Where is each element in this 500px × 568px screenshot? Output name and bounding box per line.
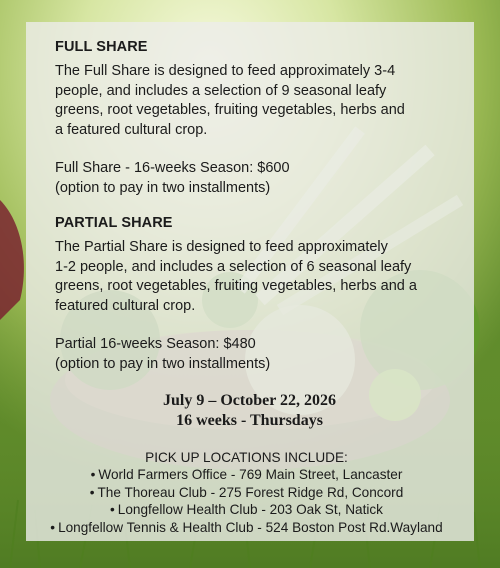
full-share-heading: FULL SHARE [55,39,148,55]
full-share-price: Full Share - 16-weeks Season: $600 [55,160,290,176]
season-dates: July 9 – October 22, 2026 [162,392,337,409]
full-share-description: The Full Share is designed to feed approximately 3-4 people, and includes a selection of 9 seasonal leafy greens, root vegetables, fruiting vegetables, herbs and a featured cultural crop. [55,63,405,138]
partial-share-price: Partial 16-weeks Season: $480 [55,336,256,352]
season-schedule: 16 weeks - Thursdays [176,412,323,429]
pickup-location-item [46,466,447,483]
bullet-icon: • [90,467,96,483]
partial-share-description: The Partial Share is designed to feed approximately 1-2 people, and includes a selection of 6 seasonal leafy greens, root vegetables, fruiting vegetables, herbs and a featured cultural crop. [55,239,417,314]
pickup-location-item [46,519,447,536]
pickup-location-text: The Thoreau Club - 275 Forest Ridge Rd, Concord [97,484,404,500]
csa-info-panel [26,22,474,541]
bullet-icon: • [110,502,115,518]
full-share-installments: (option to pay in two installments) [55,179,271,196]
pickup-location-item [46,501,447,518]
bullet-icon: • [89,484,95,500]
partial-share-heading: PARTIAL SHARE [55,215,173,231]
pickup-locations [46,449,447,536]
pickup-location-text: Longfellow Tennis & Health Club - 524 Boston Post Rd.Wayland [58,519,443,535]
bullet-icon: • [50,519,56,535]
pickup-location-item [46,484,447,501]
pickup-location-text: Longfellow Health Club - 203 Oak St, Natick [117,502,383,518]
partial-share-installments: (option to pay in two installments) [55,355,271,372]
pickup-title: PICK UP LOCATIONS INCLUDE: [145,450,348,465]
pickup-location-text: World Farmers Office - 769 Main Street, Lancaster [98,467,403,483]
